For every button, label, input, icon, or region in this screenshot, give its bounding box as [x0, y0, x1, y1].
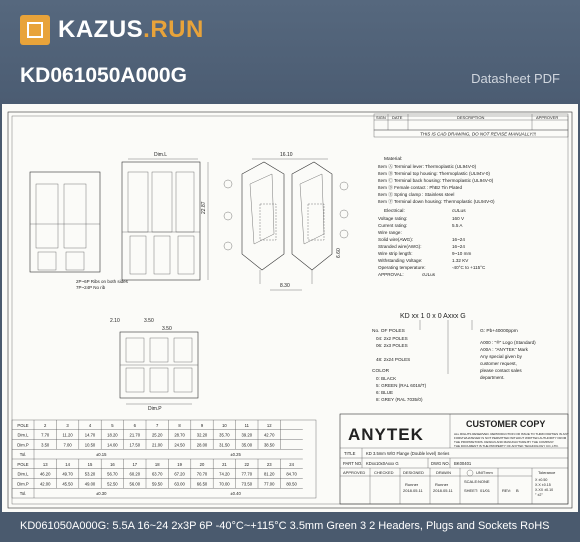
- part-no-value: KDxx10x0Axxx G: [366, 461, 399, 466]
- table-cell: 21.70: [129, 432, 141, 438]
- designer-date: 2018.05.11: [403, 488, 423, 493]
- drawn-label: DRAWN: [436, 470, 451, 475]
- site-logo[interactable]: [20, 14, 204, 46]
- material-item-c: Item Ⓒ Terminal back housing: Thermoplastic (UL94V-0): [378, 178, 494, 183]
- side-view: [30, 152, 208, 290]
- table-cell: 14: [65, 461, 70, 467]
- technical-drawing-svg: [2, 104, 578, 512]
- material-title: Material:: [384, 157, 403, 162]
- tolerance-cell: ±0.40: [230, 491, 241, 497]
- dim-660-label: 6.60: [336, 248, 342, 258]
- customer-copy-label: CUSTOMER COPY: [466, 419, 546, 429]
- table-cell: 63.00: [174, 481, 185, 487]
- ribs-note-1: 2P~6P Ribs on both sides: [76, 279, 128, 284]
- rev-date: DATE: [392, 115, 403, 120]
- material-item-d: Item Ⓓ Female contact : PhBz Tin Plated: [378, 185, 462, 190]
- tolerance-title: Tolerance: [538, 470, 556, 475]
- logo-opt-2: A00A : "ANYTEK" Mark: [480, 347, 528, 352]
- table-cell: 31.50: [219, 442, 230, 448]
- table-cell: 35.00: [241, 442, 253, 448]
- table-cell: 4: [88, 422, 92, 428]
- spec-approval-value: cULus: [422, 272, 436, 277]
- table-cell: 42.70: [263, 432, 275, 438]
- table-cell: 22: [244, 461, 250, 467]
- logo-opt-5: please contact sales: [480, 368, 522, 373]
- pole-dimension-table: [12, 420, 316, 498]
- table-cell: 59.50: [151, 481, 163, 487]
- table-cell: 17.50: [129, 442, 141, 448]
- table-cell: 49.70: [62, 471, 73, 477]
- table-cell: 28.00: [196, 442, 208, 448]
- table-cell: 7: [156, 422, 159, 428]
- tolerance-cell: ±0.25: [230, 452, 241, 458]
- spec-voltage-label: Voltage rating:: [378, 216, 408, 221]
- dwg-no-value: BK00401: [454, 461, 472, 466]
- table-cell: 67.20: [174, 471, 185, 477]
- table-cell: 13: [42, 461, 48, 467]
- spec-current-label: Current rating:: [378, 223, 408, 228]
- material-item-f: Item Ⓕ Terminal down housing: Thermoplastic (UL94V-0): [378, 199, 495, 204]
- electrical-title: Electrical:: [384, 209, 405, 214]
- revision-block: [374, 114, 568, 137]
- table-row-label: POLE: [17, 461, 29, 467]
- spec-solid-value: 16~24: [452, 237, 465, 242]
- poles-option-48: 48: 2x24 POLES: [376, 357, 411, 362]
- table-cell: 2: [44, 422, 47, 428]
- doc-type-label: Datasheet PDF: [471, 71, 560, 86]
- spec-wire-range-label: Wire range:: [378, 230, 402, 235]
- table-cell: 24: [289, 461, 294, 467]
- dim-350-label: 3.50: [144, 318, 154, 324]
- table-cell: 14.70: [84, 432, 96, 438]
- table-cell: 21: [222, 461, 227, 467]
- table-row-label: Dim.P: [17, 442, 29, 448]
- logo-opt-4: customer request,: [480, 361, 517, 366]
- table-cell: 25.20: [151, 432, 163, 438]
- table-cell: 77.70: [241, 471, 253, 477]
- table-cell: 53.20: [84, 471, 96, 477]
- table-cell: 9: [200, 422, 204, 428]
- spec-stranded-label: Stranded wire(AWG):: [378, 244, 422, 249]
- spec-voltage-value: 160 V: [452, 216, 465, 221]
- dim-830-label: 8.30: [280, 283, 290, 289]
- table-cell: 52.50: [107, 481, 118, 487]
- table-cell: 70.00: [219, 481, 230, 487]
- rights-line-3: THE PROPRIETORS. DESIGN AND MANUFACTURE BY THE COMPANY.: [454, 440, 555, 444]
- table-cell: 42.00: [39, 481, 51, 487]
- color-option-0: 0: BLACK: [376, 376, 397, 381]
- table-cell: 18: [154, 461, 160, 467]
- sheet-value: 01/01: [480, 488, 491, 493]
- scale-value: NONE: [478, 479, 490, 484]
- table-cell: 21.00: [151, 442, 163, 448]
- specifications: [378, 156, 495, 277]
- spec-approval-label: APPROVAL:: [378, 272, 404, 277]
- table-cell: 18.20: [107, 432, 118, 438]
- spec-temp-value: -40°C to +115°C: [452, 265, 486, 270]
- dim-210-label: 2.10: [110, 318, 120, 324]
- table-cell: 70.70: [196, 471, 208, 477]
- table-cell: 19: [177, 461, 182, 467]
- table-cell: 14.00: [107, 442, 118, 448]
- title-value: KD 3.5mm W/O Flange (Double level) Series: [366, 451, 450, 456]
- unit-value: mm: [486, 470, 493, 475]
- material-item-e: Item Ⓔ Spring clamp : Stainless steel: [378, 192, 455, 197]
- table-cell: 80.50: [286, 481, 297, 487]
- color-option-5: 5: GREEN (RAL 6018/T): [376, 383, 427, 388]
- tolerance-row-3: X.XX ±0.10: [535, 488, 554, 492]
- table-cell: 7.70: [41, 432, 50, 438]
- color-title: COLOR: [372, 369, 390, 374]
- logo-opt-6: department.: [480, 375, 505, 380]
- table-row-label: Tol.: [19, 491, 27, 497]
- table-cell: 23: [266, 461, 272, 467]
- checked-label: CHECKED: [374, 470, 394, 475]
- datasheet-drawing: [2, 104, 578, 512]
- chip-logo-icon: [20, 15, 50, 45]
- dim-p-label: Dim.P: [148, 406, 162, 412]
- designed-label: DESIGNED: [403, 470, 424, 475]
- site-header: [0, 0, 580, 104]
- drawer-name: Runner: [435, 482, 449, 487]
- electrical-standard: cULus: [452, 209, 466, 214]
- dim-350b-label: 3.50: [162, 326, 172, 332]
- rev-approver: APPROVER: [536, 115, 559, 120]
- tolerance-row-1: X ±0.50: [535, 478, 548, 482]
- spec-strip-value: 9~10 mm: [452, 251, 472, 256]
- dim-1610-label: 16.10: [280, 152, 293, 158]
- site-footer: [0, 512, 580, 542]
- rights-line-4: THE DOCUMENT IS THE PROPERTY OF ANYTEK TECHNOLOGY CO.,LTD.: [454, 444, 559, 448]
- color-option-6: 6: BLUE: [376, 390, 394, 395]
- material-item-b: Item Ⓑ Terminal top housing: Thermoplastic (UL94V-0): [378, 171, 490, 176]
- spec-temp-label: Operating temperature:: [378, 265, 426, 270]
- table-cell: 5: [111, 422, 114, 428]
- poles-option-04: 04: 2x2 POLES: [376, 336, 408, 341]
- table-cell: 3: [66, 422, 69, 428]
- table-cell: 7.00: [63, 442, 72, 448]
- table-cell: 3.50: [41, 442, 50, 448]
- table-cell: 10: [222, 422, 227, 428]
- logo-opt-1: A000 : "®" Logo (Standard): [480, 340, 536, 345]
- poles-option-06: 06: 2x3 POLES: [376, 343, 408, 348]
- table-cell: 12: [266, 422, 272, 428]
- table-cell: 39.20: [241, 432, 253, 438]
- dim-2287-label: 22.87: [201, 201, 207, 214]
- table-cell: 45.50: [62, 481, 73, 487]
- ordering-code: [372, 313, 536, 402]
- tolerance-cell: ±0.15: [95, 452, 107, 458]
- rev-description: DESCRIPTION: [457, 115, 485, 120]
- table-cell: 49.00: [84, 481, 96, 487]
- dwg-no-label: DWG NO.: [431, 461, 450, 466]
- sheet-label: SHEET:: [464, 488, 479, 493]
- table-row-label: Tol.: [19, 452, 27, 458]
- tolerance-row-4: ° ±2°: [535, 493, 543, 497]
- table-cell: 6: [133, 422, 136, 428]
- rights-line-1: ALL RIGHTS RESERVED. REPRODUCTION OR ISSUE TO THIRD PARTIES IN ANY: [454, 432, 569, 436]
- section-view: [224, 152, 348, 290]
- table-cell: 16: [110, 461, 115, 467]
- table-cell: 84.70: [286, 471, 297, 477]
- spec-solid-label: Solid wire(AWG):: [378, 237, 414, 242]
- rev-label: REV:: [502, 488, 512, 493]
- brand-name: KAZUS.RUN: [58, 16, 204, 43]
- dim-l-label: Dim.L: [154, 152, 168, 158]
- table-row-label: Dim.P: [17, 481, 29, 487]
- table-cell: 24.50: [174, 442, 185, 448]
- designer-name: Runner: [405, 482, 419, 487]
- company-logo-text: ANYTEK: [348, 425, 424, 444]
- spec-withstand-label: Withstanding Voltage:: [378, 258, 423, 263]
- unit-label: UNIT:: [476, 470, 486, 475]
- table-cell: 77.00: [263, 481, 275, 487]
- table-row-label: Dim.L: [17, 432, 29, 438]
- ordering-code-text: KD xx 1 0 x 0 Axxx G: [400, 313, 466, 320]
- title-block: [340, 414, 569, 504]
- color-option-8: 8: GREY (RAL 7035/0): [376, 397, 423, 402]
- table-cell: 32.20: [196, 432, 208, 438]
- approved-label: APPROVED: [343, 470, 366, 475]
- table-cell: 10.50: [84, 442, 96, 448]
- table-cell: 46.20: [39, 471, 51, 477]
- part-description: KD061050A000G: 5.5A 16~24 2x3P 6P -40°C~+115°C 3.5mm Green 3 2 Headers, Plugs and Sockets RoHS: [20, 520, 550, 532]
- ribs-note-2: 7P~24P No rib: [76, 285, 106, 290]
- table-cell: 28.70: [174, 432, 185, 438]
- table-cell: 81.20: [263, 471, 275, 477]
- table-cell: 73.50: [241, 481, 253, 487]
- table-cell: 11: [244, 422, 249, 428]
- poles-title: No. OF POLES: [372, 329, 405, 334]
- rights-line-2: FORM WHATEVER IS NOT PERMITTED WITHOUT WRITTEN AUTHORITY FROM: [454, 436, 567, 440]
- part-no-label: PART NO.: [343, 461, 363, 466]
- table-cell: 66.50: [196, 481, 208, 487]
- table-cell: 38.50: [263, 442, 275, 448]
- table-cell: 11.20: [62, 432, 73, 438]
- table-cell: 63.70: [151, 471, 163, 477]
- drawer-date: 2018.05.11: [433, 488, 453, 493]
- table-cell: 8: [178, 422, 181, 428]
- title-label: TITLE: [344, 451, 356, 456]
- rev-sign: SIGN: [376, 115, 386, 120]
- table-cell: 20: [199, 461, 205, 467]
- part-number-title: KD061050A000G: [20, 64, 187, 87]
- spec-withstand-value: 1.32 KV: [452, 258, 469, 263]
- table-cell: 60.20: [129, 471, 141, 477]
- table-cell: 74.20: [219, 471, 230, 477]
- tolerance-row-2: X.X ±0.15: [535, 483, 551, 487]
- table-cell: 17: [132, 461, 138, 467]
- table-cell: 35.70: [219, 432, 230, 438]
- spec-current-value: 5.5 A: [452, 223, 463, 228]
- table-cell: 56.00: [129, 481, 141, 487]
- tolerance-cell: ±0.30: [95, 491, 107, 497]
- spec-stranded-value: 16~24: [452, 244, 465, 249]
- rev-value: B: [516, 488, 519, 493]
- bottom-view: [110, 318, 198, 412]
- spec-strip-label: Wire strip length:: [378, 251, 413, 256]
- logo-opt-3: Any special given by: [480, 354, 522, 359]
- table-cell: 56.70: [107, 471, 118, 477]
- plating-option: G: Pb+40000ppm: [480, 329, 518, 334]
- scale-label: SCALE:: [464, 479, 479, 484]
- table-row-label: Dim.L: [17, 471, 29, 477]
- projection-symbol-icon: [467, 470, 473, 476]
- table-cell: 15: [87, 461, 93, 467]
- cad-note: THIS IS CAD DRAWING, DO NOT REVISE MANUALLY!!!: [420, 131, 537, 137]
- material-item-a: Item Ⓐ Terminal lever: Thermoplastic (UL94V-0): [378, 164, 477, 169]
- table-row-label: POLE: [17, 422, 29, 428]
